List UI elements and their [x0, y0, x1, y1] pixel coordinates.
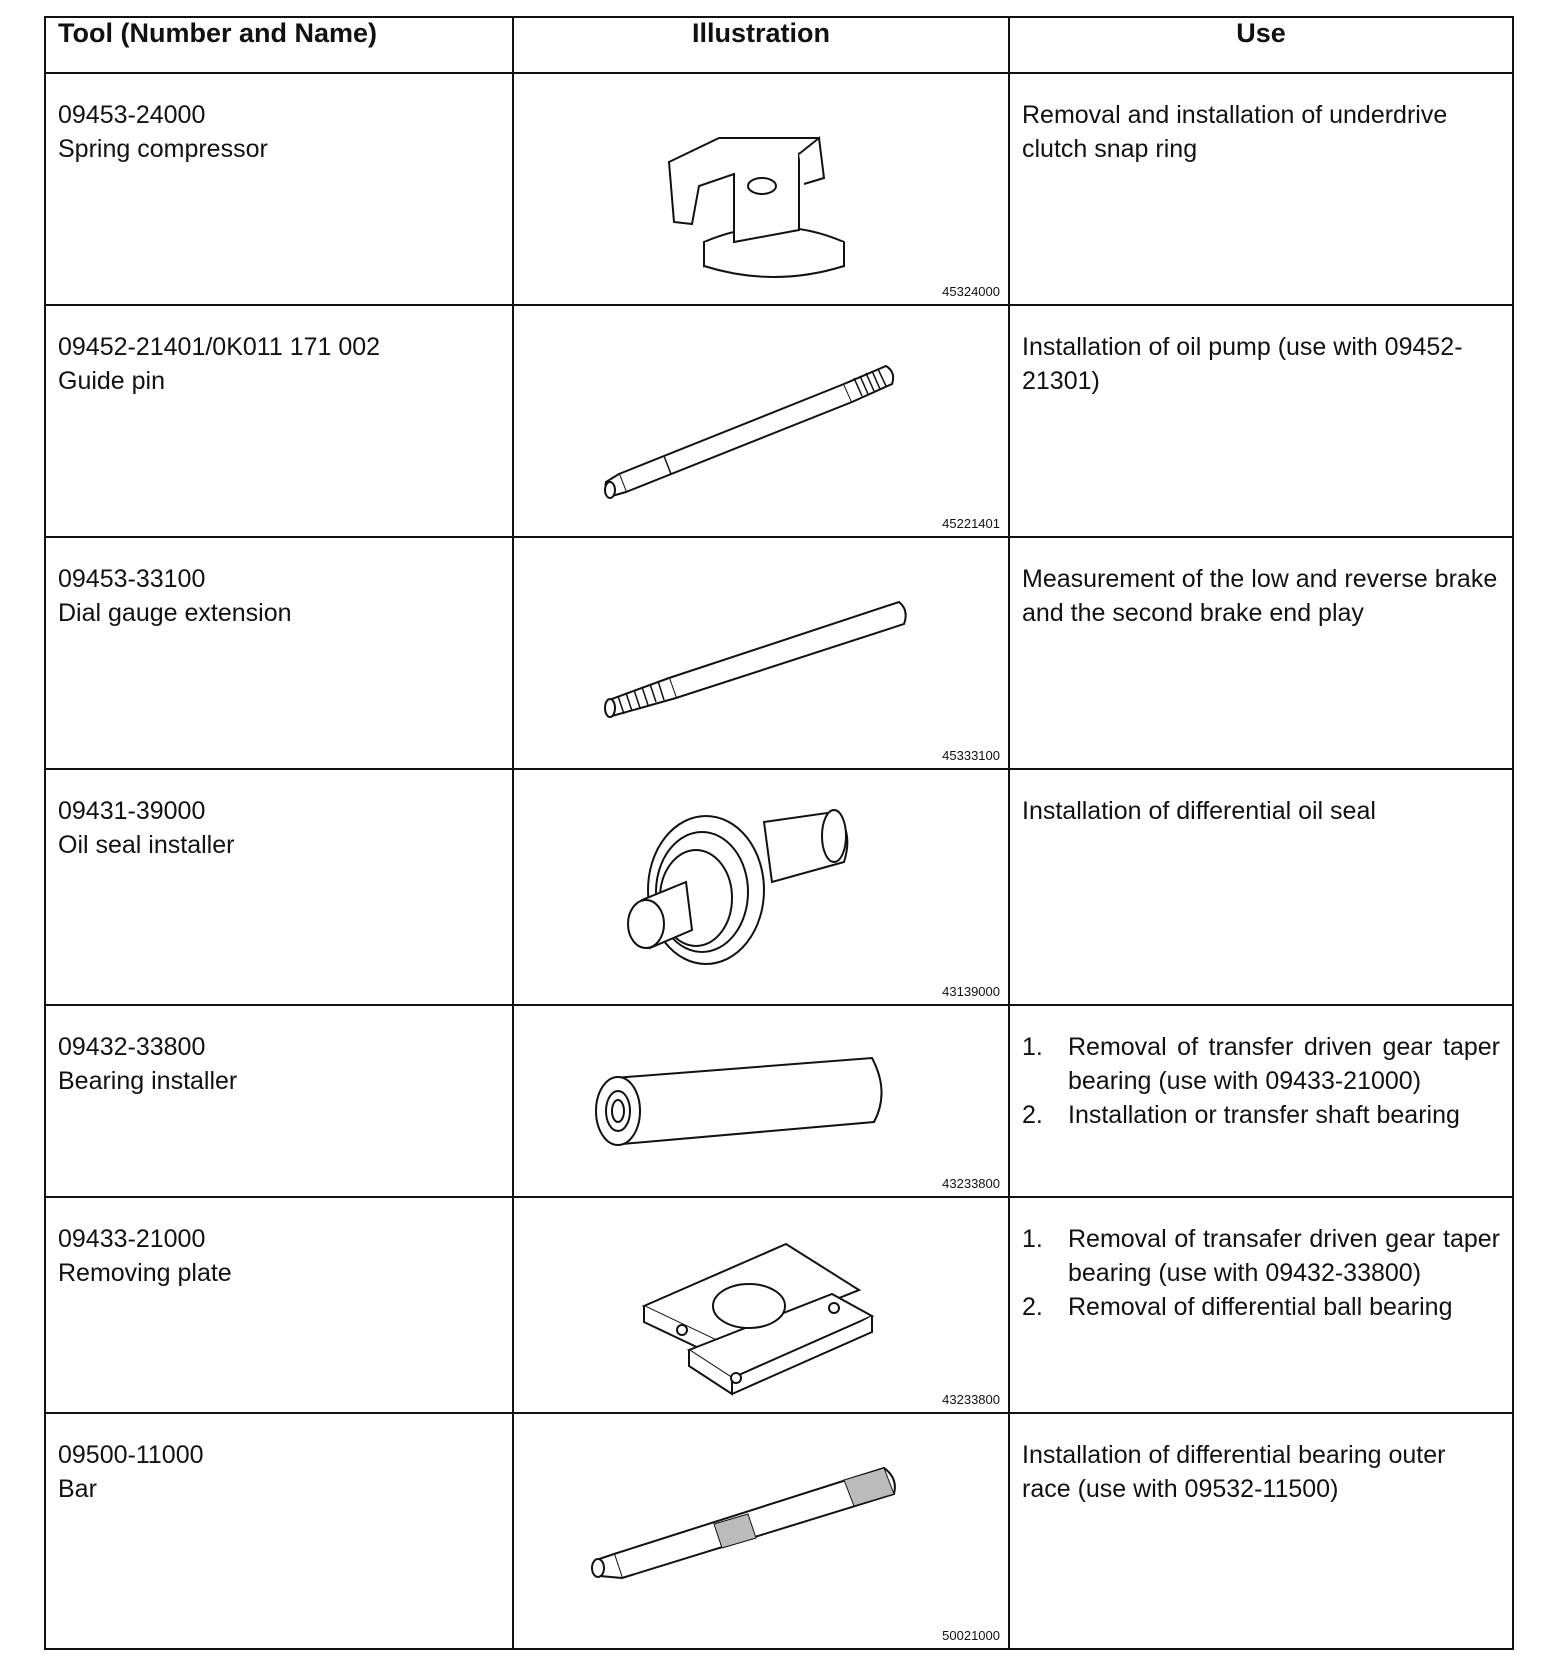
list-text: Removal of transafer driven gear taper bearing (use with 09432-33800) — [1068, 1225, 1500, 1287]
header-tool: Tool (Number and Name) — [45, 17, 513, 73]
header-illustration: Illustration — [513, 17, 1009, 73]
list-text: Removal of differential ball bearing — [1068, 1293, 1453, 1321]
illustration-cell — [513, 1005, 1009, 1197]
list-item — [1022, 1290, 1500, 1324]
list-number: 1. — [1022, 1033, 1043, 1061]
special-tools-table — [44, 16, 1514, 1650]
bearing-installer-icon — [514, 1006, 984, 1198]
tool-name: Bearing installer — [58, 1067, 238, 1095]
tool-name: Oil seal installer — [58, 831, 235, 859]
table-row — [45, 1413, 1513, 1649]
use-cell: Measurement of the low and reverse brake and the second brake end play — [1009, 537, 1513, 769]
illustration-code: 45324000 — [942, 284, 1000, 299]
illustration-cell — [513, 769, 1009, 1005]
removing-plate-icon — [514, 1198, 984, 1414]
illustration-cell — [513, 1197, 1009, 1413]
illustration-code: 43233800 — [942, 1392, 1000, 1407]
illustration-code: 45333100 — [942, 748, 1000, 763]
tool-cell — [45, 1005, 513, 1197]
tool-name: Spring compressor — [58, 135, 268, 163]
tool-number: 09433-21000 — [58, 1225, 206, 1253]
tool-cell — [45, 305, 513, 537]
tool-name: Bar — [58, 1475, 97, 1503]
illustration-code: 45221401 — [942, 516, 1000, 531]
list-text: Removal of transfer driven gear taper bearing (use with 09433-21000) — [1068, 1033, 1500, 1095]
tool-number: 09432-33800 — [58, 1033, 206, 1061]
illustration-code: 43233800 — [942, 1176, 1000, 1191]
tool-number: 09453-33100 — [58, 565, 206, 593]
tool-cell — [45, 537, 513, 769]
illustration-code: 43139000 — [942, 984, 1000, 999]
table-row — [45, 1005, 1513, 1197]
tool-name: Dial gauge extension — [58, 599, 292, 627]
oil-seal-installer-icon — [514, 770, 984, 1006]
dial-gauge-extension-icon — [514, 538, 984, 770]
tool-cell — [45, 769, 513, 1005]
use-cell — [1009, 1005, 1513, 1197]
tool-number: 09500-11000 — [58, 1441, 204, 1469]
tool-number: 09453-24000 — [58, 101, 206, 129]
spring-compressor-icon — [514, 74, 984, 306]
use-cell: Installation of differential oil seal — [1009, 769, 1513, 1005]
tool-number: 09431-39000 — [58, 797, 206, 825]
tool-name: Guide pin — [58, 367, 166, 395]
list-item — [1022, 1030, 1500, 1098]
tool-cell — [45, 1197, 513, 1413]
illustration-cell — [513, 1413, 1009, 1649]
use-cell: Installation of oil pump (use with 09452-21301) — [1009, 305, 1513, 537]
table-row — [45, 1197, 1513, 1413]
table-header-row — [45, 17, 1513, 73]
table-row — [45, 537, 1513, 769]
use-cell: Removal and installation of underdrive clutch snap ring — [1009, 73, 1513, 305]
illustration-cell — [513, 305, 1009, 537]
list-number: 2. — [1022, 1101, 1043, 1129]
tool-cell — [45, 1413, 513, 1649]
table-row — [45, 305, 1513, 537]
list-item — [1022, 1222, 1500, 1290]
use-cell — [1009, 1197, 1513, 1413]
tool-number: 09452-21401/0K011 171 002 — [58, 333, 381, 361]
guide-pin-icon — [514, 306, 984, 538]
list-text: Installation or transfer shaft bearing — [1068, 1101, 1460, 1129]
use-cell: Installation of differential bearing outer race (use with 09532-11500) — [1009, 1413, 1513, 1649]
tool-cell — [45, 73, 513, 305]
illustration-code: 50021000 — [942, 1628, 1000, 1643]
use-list — [1022, 1030, 1500, 1132]
illustration-cell — [513, 537, 1009, 769]
tool-name: Removing plate — [58, 1259, 232, 1287]
list-number: 2. — [1022, 1293, 1043, 1321]
table-row — [45, 73, 1513, 305]
table-row — [45, 769, 1513, 1005]
use-list — [1022, 1222, 1500, 1324]
illustration-cell — [513, 73, 1009, 305]
list-number: 1. — [1022, 1225, 1043, 1253]
bar-icon — [514, 1414, 984, 1650]
list-item — [1022, 1098, 1500, 1132]
header-use: Use — [1009, 17, 1513, 73]
